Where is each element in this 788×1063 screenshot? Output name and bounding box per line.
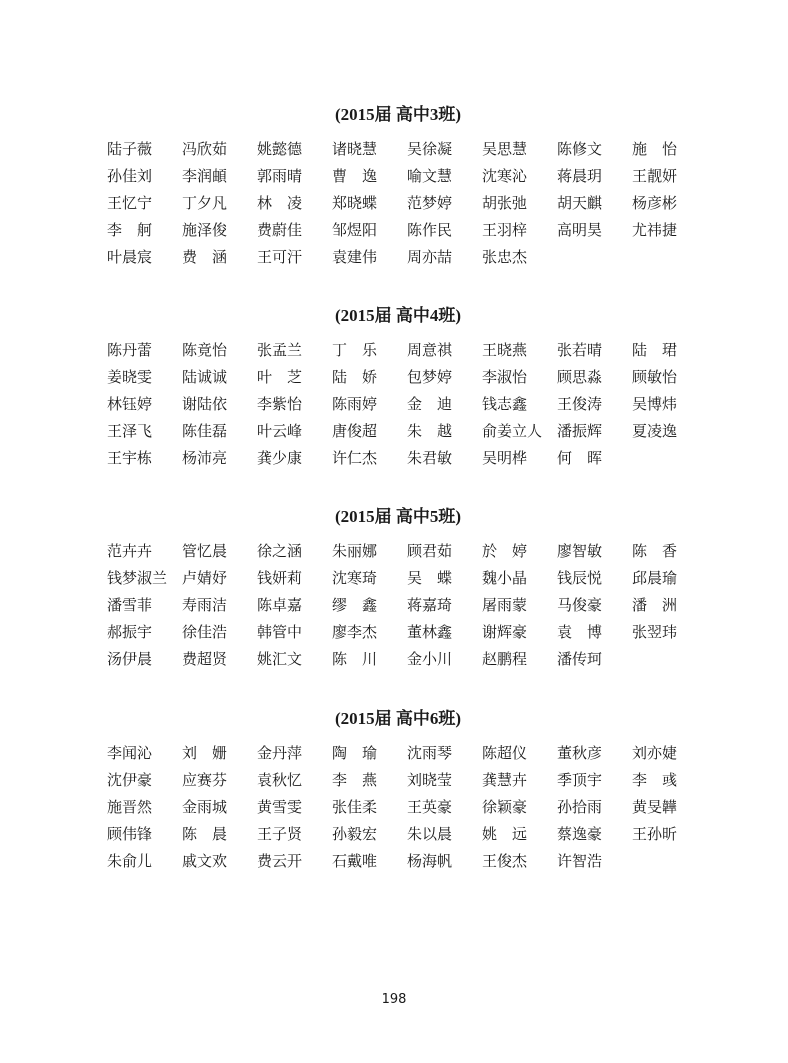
student-name: 王宇栋 [107, 449, 153, 467]
student-name: 季顶宇 [557, 771, 603, 789]
student-name: 范梦婷 [407, 194, 453, 212]
student-name: 谢辉豪 [482, 623, 528, 641]
student-name: 戚文欢 [182, 852, 228, 870]
student-name: 汤伊晨 [107, 650, 153, 668]
student-name: 郑晓蝶 [332, 194, 378, 212]
student-name: 魏小晶 [482, 569, 528, 587]
student-name: 徐佳浩 [182, 623, 228, 641]
student-name: 吴明桦 [482, 449, 528, 467]
student-name: 金小川 [407, 650, 453, 668]
student-name: 孙佳刘 [107, 167, 153, 185]
student-name: 林 凌 [257, 194, 303, 212]
student-name: 陈 晨 [182, 825, 228, 843]
student-name: 朱丽娜 [332, 542, 378, 560]
student-name: 廖李杰 [332, 623, 378, 641]
student-name: 王可汗 [257, 248, 303, 266]
student-name: 杨彦彬 [632, 194, 678, 212]
student-name: 何 晖 [557, 449, 603, 467]
student-name: 蒋嘉琦 [407, 596, 453, 614]
student-name: 龚少康 [257, 449, 303, 467]
student-name: 杨海帆 [407, 852, 453, 870]
student-name: 管忆晨 [182, 542, 228, 560]
student-name: 陈 香 [632, 542, 678, 560]
student-name: 张翌玮 [632, 623, 678, 641]
student-name: 陆 珺 [632, 341, 678, 359]
student-name: 徐颖豪 [482, 798, 528, 816]
student-name: 朱俞儿 [107, 852, 153, 870]
section-title: (2015届 高中4班) [334, 306, 462, 325]
student-name: 李淑怡 [482, 368, 528, 386]
student-name: 叶 芝 [257, 368, 303, 386]
student-name: 唐俊超 [332, 422, 378, 440]
student-name: 黄雪雯 [257, 798, 303, 816]
class-section [0, 304, 788, 467]
section-title: (2015届 高中5班) [334, 507, 462, 526]
section-title: (2015届 高中6班) [334, 709, 462, 728]
student-name: 陆子薇 [107, 140, 153, 158]
student-name: 袁建伟 [332, 248, 378, 266]
student-name: 马俊豪 [557, 596, 603, 614]
student-name: 蔡逸豪 [557, 825, 603, 843]
student-name: 黄旻韡 [632, 798, 678, 816]
student-name: 包梦婷 [407, 368, 453, 386]
student-name: 钱妍莉 [257, 569, 303, 587]
student-name: 潘 洲 [632, 596, 678, 614]
student-name: 邹煜阳 [332, 221, 378, 239]
student-name: 应赛芬 [182, 771, 228, 789]
student-name: 叶晨宸 [107, 248, 153, 266]
student-name: 杨沛亮 [182, 449, 228, 467]
student-name: 姚汇文 [257, 650, 303, 668]
student-name: 吴徐凝 [407, 140, 453, 158]
student-name: 叶云峰 [257, 422, 303, 440]
student-name: 金 迪 [407, 395, 453, 413]
student-name: 吴 蝶 [407, 569, 453, 587]
student-name: 韩管中 [257, 623, 303, 641]
student-name: 王子贤 [257, 825, 303, 843]
student-name: 夏凌逸 [632, 422, 678, 440]
student-name: 屠雨蒙 [482, 596, 528, 614]
student-name: 周意祺 [407, 341, 453, 359]
class-section [0, 505, 788, 668]
student-name: 胡张弛 [482, 194, 528, 212]
student-name: 王泽飞 [107, 422, 153, 440]
student-name: 尤祎捷 [632, 221, 678, 239]
student-name: 费 涵 [182, 248, 228, 266]
class-section [0, 707, 788, 870]
student-name: 廖智敏 [557, 542, 603, 560]
class-section [0, 103, 788, 266]
student-name: 卢婧妤 [182, 569, 228, 587]
student-name: 钱辰悦 [557, 569, 603, 587]
student-name: 陆诚诚 [182, 368, 228, 386]
student-name: 刘 姗 [182, 744, 228, 762]
student-name: 陈竟怡 [182, 341, 228, 359]
student-name: 姚懿德 [257, 140, 303, 158]
student-name: 丁 乐 [332, 341, 378, 359]
student-name: 金雨城 [182, 798, 228, 816]
student-name: 谢陆依 [182, 395, 228, 413]
student-name: 吴思慧 [482, 140, 528, 158]
student-name: 寿雨洁 [182, 596, 228, 614]
student-name: 陈 川 [332, 650, 378, 668]
student-name: 顾伟锋 [107, 825, 153, 843]
student-name: 王俊涛 [557, 395, 603, 413]
student-name: 蒋晨玥 [557, 167, 603, 185]
student-name: 刘亦婕 [632, 744, 678, 762]
student-name: 李闻沁 [107, 744, 153, 762]
student-name: 孙毅宏 [332, 825, 378, 843]
student-name: 王孙昕 [632, 825, 678, 843]
student-name: 沈寒琦 [332, 569, 378, 587]
student-name: 王晓燕 [482, 341, 528, 359]
student-name: 龚慧卉 [482, 771, 528, 789]
student-name: 刘晓莹 [407, 771, 453, 789]
student-name: 陈卓嘉 [257, 596, 303, 614]
student-name: 李 舸 [107, 221, 153, 239]
student-name: 许仁杰 [332, 449, 378, 467]
student-name: 沈寒沁 [482, 167, 528, 185]
student-name: 朱君敏 [407, 449, 453, 467]
student-name: 胡天麒 [557, 194, 603, 212]
student-name: 喻文慧 [407, 167, 453, 185]
student-name: 顾敏怡 [632, 368, 678, 386]
student-name: 王忆宁 [107, 194, 153, 212]
student-name: 朱 越 [407, 422, 453, 440]
student-name: 李 彧 [632, 771, 678, 789]
student-name: 缪 鑫 [332, 596, 378, 614]
student-name: 金丹萍 [257, 744, 303, 762]
student-name: 王英豪 [407, 798, 453, 816]
student-name: 诸晓慧 [332, 140, 378, 158]
student-name: 顾思淼 [557, 368, 603, 386]
student-name: 施 怡 [632, 140, 678, 158]
student-name: 俞姜立人 [482, 422, 543, 440]
student-name: 陈超仪 [482, 744, 528, 762]
student-name: 王羽梓 [482, 221, 528, 239]
student-name: 高明昊 [557, 221, 603, 239]
student-name: 陆 娇 [332, 368, 378, 386]
student-name: 张佳柔 [332, 798, 378, 816]
student-name: 董秋彦 [557, 744, 603, 762]
student-name: 郭雨晴 [257, 167, 303, 185]
student-name: 王靓妍 [632, 167, 678, 185]
student-name: 姚 远 [482, 825, 528, 843]
student-name: 潘雪菲 [107, 596, 153, 614]
student-name: 朱以晨 [407, 825, 453, 843]
student-name: 徐之涵 [257, 542, 303, 560]
student-name: 冯欣茹 [182, 140, 228, 158]
student-name: 袁 博 [557, 623, 603, 641]
student-name: 范卉卉 [107, 542, 153, 560]
student-name: 於 婷 [482, 542, 528, 560]
student-name: 张忠杰 [482, 248, 528, 266]
student-name: 丁夕凡 [182, 194, 228, 212]
student-name: 王俊杰 [482, 852, 528, 870]
student-name: 费超贤 [182, 650, 228, 668]
student-name: 陈修文 [557, 140, 603, 158]
student-name: 曹 逸 [332, 167, 378, 185]
student-name: 袁秋忆 [257, 771, 303, 789]
student-name: 林钰婷 [107, 395, 153, 413]
student-name: 施泽俊 [182, 221, 228, 239]
student-name: 陈作民 [407, 221, 453, 239]
student-name: 陈丹蕾 [107, 341, 153, 359]
student-name: 赵鹏程 [482, 650, 528, 668]
student-name: 郝振宇 [107, 623, 153, 641]
student-name: 邱晨瑜 [632, 569, 678, 587]
student-name: 陈佳磊 [182, 422, 228, 440]
student-name: 沈伊豪 [107, 771, 153, 789]
student-name: 费云开 [257, 852, 303, 870]
student-name: 董林鑫 [407, 623, 453, 641]
section-title: (2015届 高中3班) [334, 105, 462, 124]
student-name: 钱志鑫 [482, 395, 528, 413]
student-name: 石戴唯 [332, 852, 378, 870]
student-name: 张若晴 [557, 341, 603, 359]
student-name: 吴博炜 [632, 395, 678, 413]
student-name: 费蔚佳 [257, 221, 303, 239]
student-name: 陈雨婷 [332, 395, 378, 413]
student-name: 施晋然 [107, 798, 153, 816]
page-number: 198 [381, 992, 407, 1007]
student-name: 陶 瑜 [332, 744, 378, 762]
student-name: 潘传珂 [557, 650, 603, 668]
student-name: 周亦喆 [407, 248, 453, 266]
student-name: 张孟兰 [257, 341, 303, 359]
student-name: 李紫怡 [257, 395, 303, 413]
student-name: 孙拾雨 [557, 798, 603, 816]
student-name: 姜晓雯 [107, 368, 153, 386]
student-name: 李润頔 [182, 167, 228, 185]
student-name: 钱梦淑兰 [107, 569, 168, 587]
student-name: 沈雨琴 [407, 744, 453, 762]
student-name: 许智浩 [557, 852, 603, 870]
student-name: 顾君茹 [407, 542, 453, 560]
student-name: 李 燕 [332, 771, 378, 789]
student-name: 潘振辉 [557, 422, 603, 440]
